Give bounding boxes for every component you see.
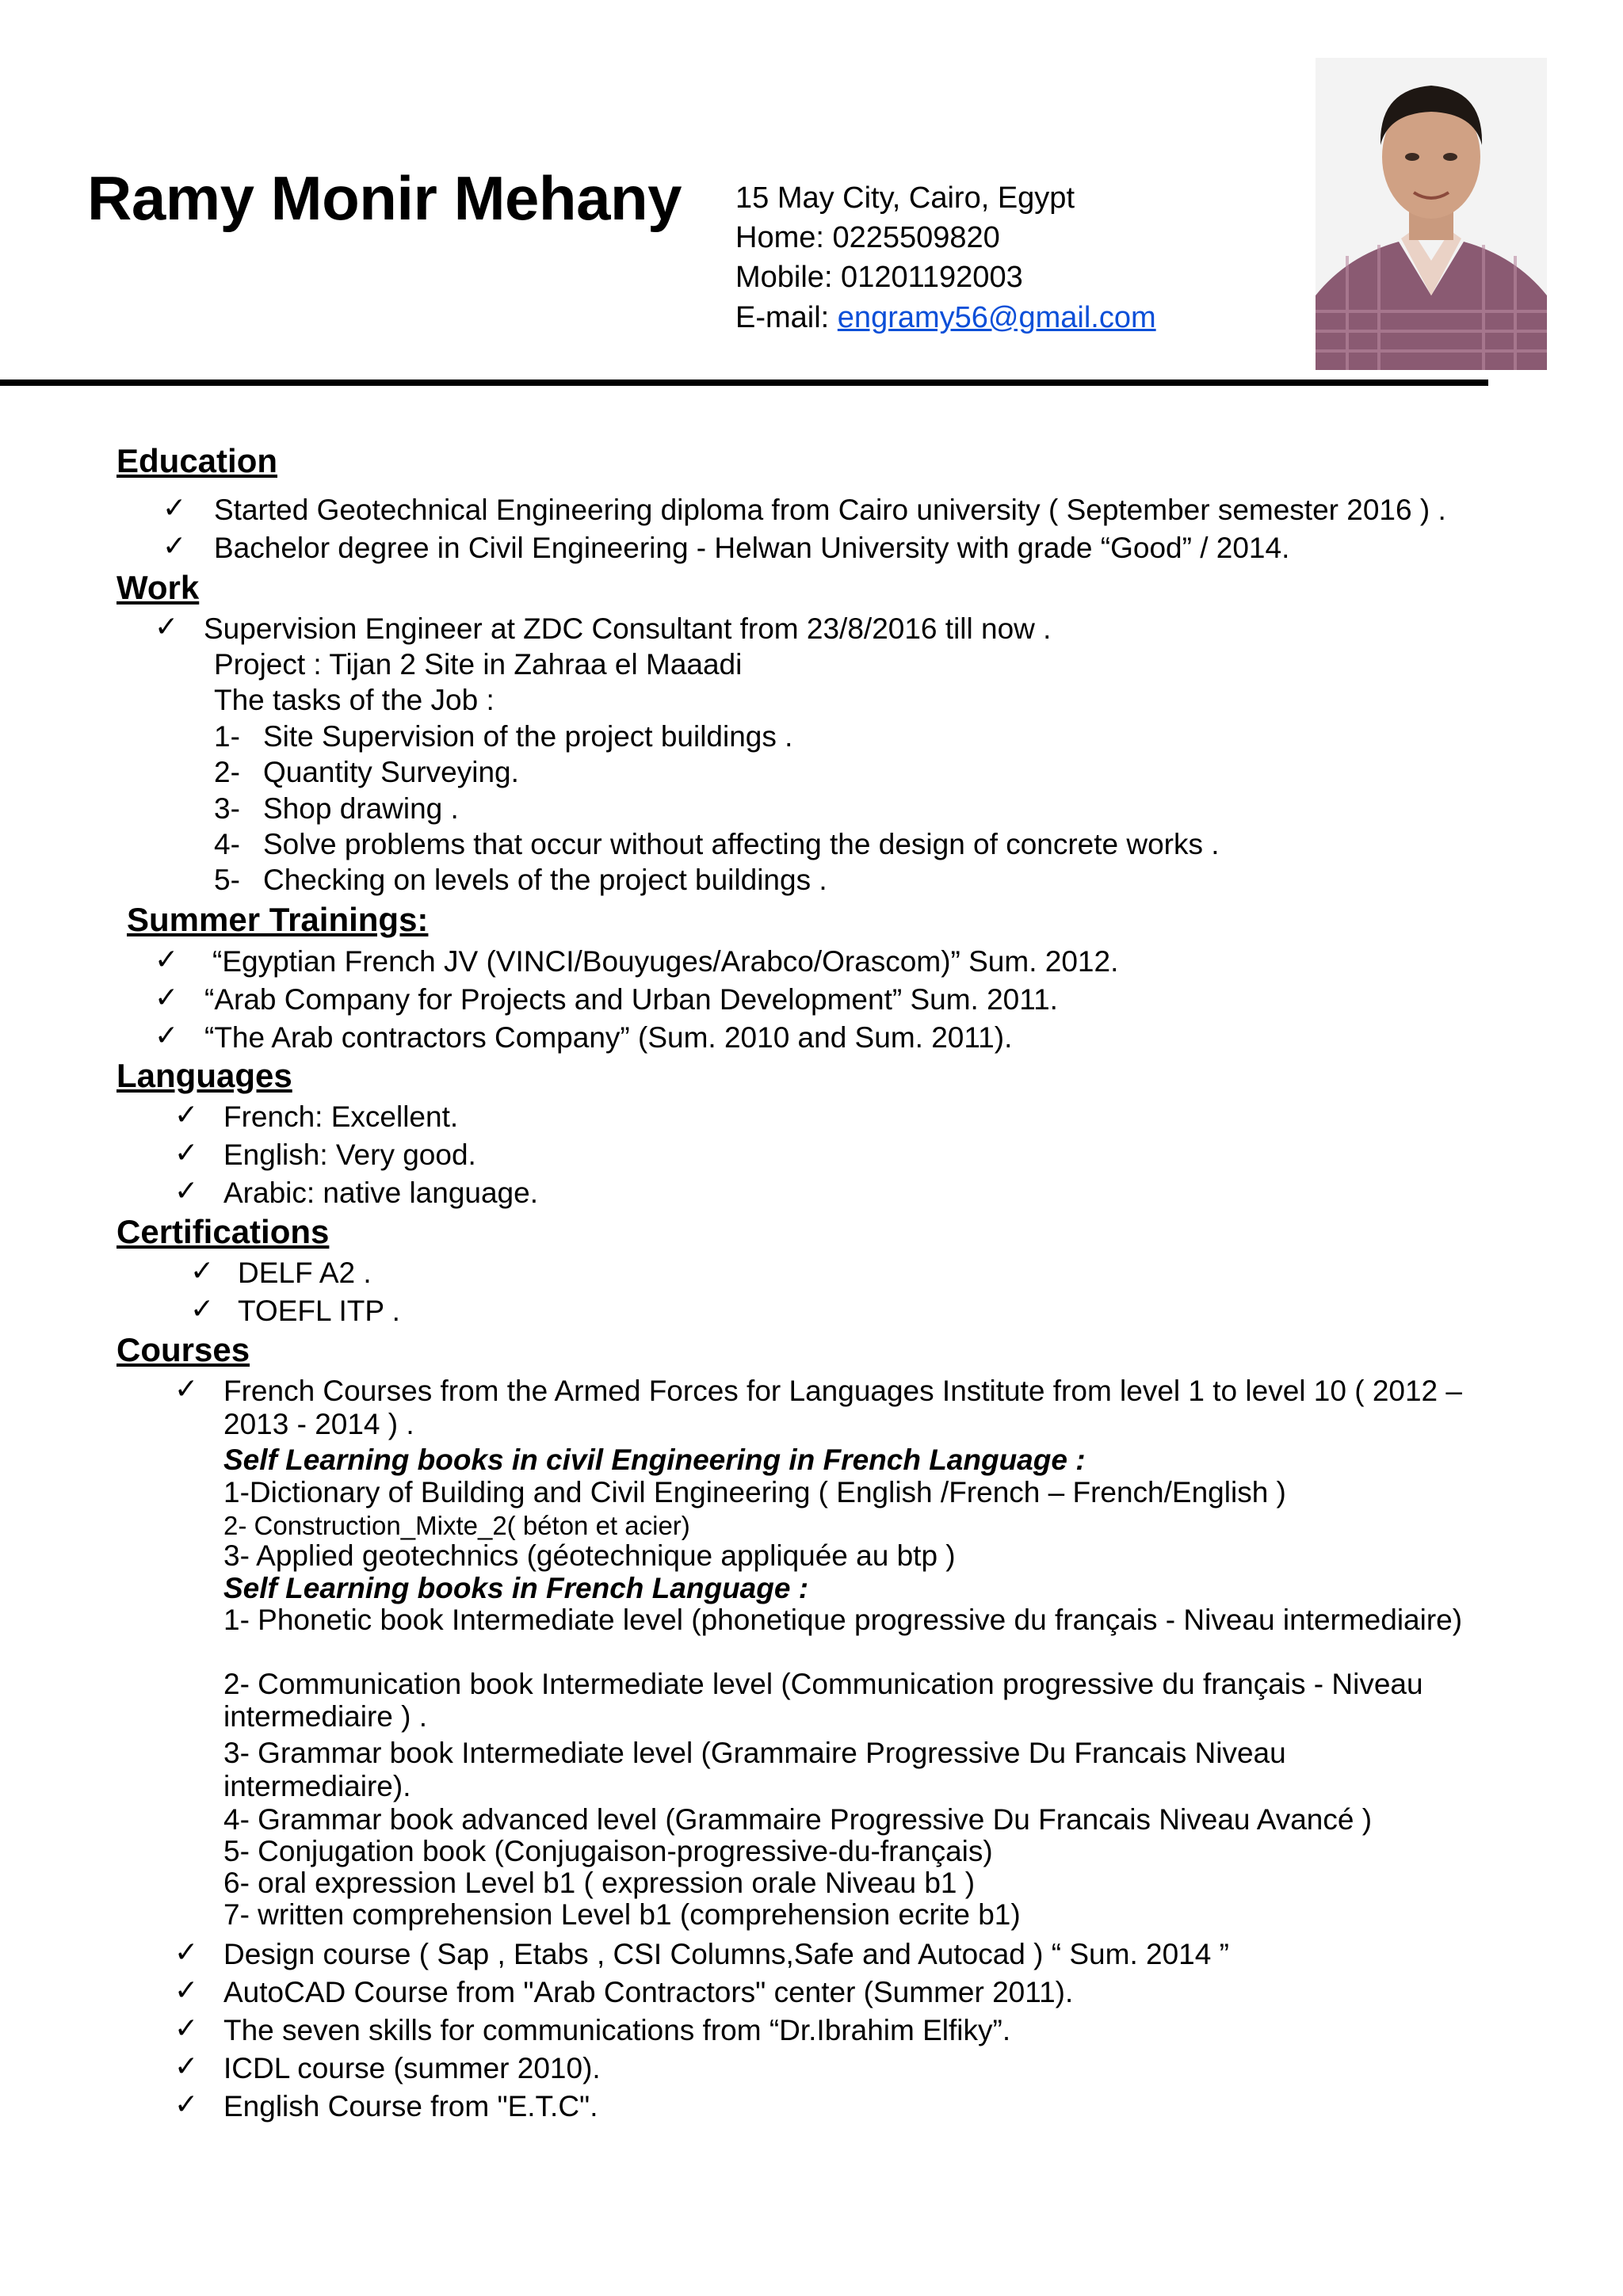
work-tasks-heading: The tasks of the Job : (214, 684, 495, 716)
section-title-languages: Languages (116, 1057, 292, 1094)
course-item: The seven skills for communications from “Dr.Ibrahim Elfiky”. (223, 2014, 1011, 2046)
task-text: Shop drawing . (263, 792, 459, 825)
header-divider (0, 379, 1488, 386)
contact-email-row (735, 298, 1156, 338)
task-text: Quantity Surveying. (263, 756, 519, 788)
check-icon: ✓ (155, 943, 179, 975)
work-item: Supervision Engineer at ZDC Consultant from 23/8/2016 till now . (204, 612, 1052, 645)
check-icon: ✓ (174, 1098, 199, 1131)
check-icon: ✓ (174, 1936, 199, 1968)
civil-book: 3- Applied geotechnics (géotechnique appliquée au btp ) (223, 1539, 956, 1572)
contact-home-phone: Home: 0225509820 (735, 221, 1000, 254)
check-icon: ✓ (174, 2012, 199, 2044)
work-project: Project : Tijan 2 Site in Zahraa el Maaadi (214, 648, 743, 681)
language-item: English: Very good. (223, 1138, 476, 1171)
french-book: 7- written comprehension Level b1 (comprehension ecrite b1) (223, 1898, 1021, 1931)
task-number: 4- (214, 828, 240, 860)
check-icon: ✓ (174, 2088, 199, 2120)
contact-mobile: Mobile: 01201192003 (735, 261, 1023, 294)
education-item: Bachelor degree in Civil Engineering - Helwan University with grade “Good” / 2014. (214, 532, 1290, 564)
self-learning-french-heading: Self Learning books in French Language : (223, 1572, 809, 1604)
french-book: intermediaire ) . (223, 1700, 428, 1733)
task-number: 1- (214, 720, 240, 753)
french-book: 5- Conjugation book (Conjugaison-progressive-du-français) (223, 1835, 993, 1867)
section-title-courses: Courses (116, 1331, 250, 1368)
check-icon: ✓ (174, 2050, 199, 2082)
check-icon: ✓ (174, 1136, 199, 1169)
french-book: 2- Communication book Intermediate level (Communication progressive du français - Niveau (223, 1668, 1423, 1700)
certification-item: TOEFL ITP . (238, 1295, 400, 1327)
course-item: English Course from "E.T.C". (223, 2090, 598, 2122)
section-title-certifications: Certifications (116, 1213, 330, 1250)
course-french-line-1: French Courses from the Armed Forces for Languages Institute from level 1 to level 10 ( 2012 – (223, 1375, 1462, 1407)
french-book: intermediaire). (223, 1770, 411, 1802)
check-icon: ✓ (162, 529, 187, 562)
summer-item: “Egyptian French JV (VINCI/Bouyuges/Arabco/Orascom)” Sum. 2012. (212, 945, 1119, 978)
course-french-line-2: 2013 - 2014 ) . (223, 1408, 414, 1440)
check-icon: ✓ (190, 1292, 215, 1325)
certification-item: DELF A2 . (238, 1257, 372, 1289)
email-label: E-mail: (735, 301, 838, 334)
course-item: ICDL course (summer 2010). (223, 2052, 601, 2084)
self-learning-civil-heading: Self Learning books in civil Engineering in French Language : (223, 1444, 1086, 1476)
check-icon: ✓ (174, 1372, 199, 1405)
task-number: 3- (214, 792, 240, 825)
language-item: French: Excellent. (223, 1100, 459, 1133)
civil-book: 1-Dictionary of Building and Civil Engineering ( English /French – French/English ) (223, 1476, 1286, 1508)
task-text: Solve problems that occur without affecting the design of concrete works . (263, 828, 1220, 860)
check-icon: ✓ (155, 610, 179, 643)
profile-photo (1316, 58, 1547, 370)
civil-book: 2- Construction_Mixte_2( béton et acier) (223, 1511, 690, 1540)
task-text: Checking on levels of the project buildings . (263, 864, 827, 896)
task-text: Site Supervision of the project buildings . (263, 720, 793, 753)
section-title-work: Work (116, 569, 200, 606)
summer-item: “Arab Company for Projects and Urban Development” Sum. 2011. (204, 983, 1058, 1016)
french-book: 4- Grammar book advanced level (Grammaire Progressive Du Francais Niveau Avancé ) (223, 1803, 1373, 1836)
course-item: AutoCAD Course from "Arab Contractors" center (Summer 2011). (223, 1976, 1074, 2008)
section-title-education: Education (116, 442, 278, 479)
education-item: Started Geotechnical Engineering diploma from Cairo university ( September semester 2016 ) . (214, 494, 1446, 526)
check-icon: ✓ (190, 1254, 215, 1287)
french-book: 6- oral expression Level b1 ( expression orale Niveau b1 ) (223, 1867, 976, 1899)
resume-name: Ramy Monir Mehany (87, 163, 682, 233)
check-icon: ✓ (155, 981, 179, 1013)
language-item: Arabic: native language. (223, 1177, 538, 1209)
check-icon: ✓ (155, 1019, 179, 1051)
check-icon: ✓ (174, 1174, 199, 1207)
section-title-summer-trainings: Summer Trainings: (127, 901, 429, 938)
summer-item: “The Arab contractors Company” (Sum. 2010 and Sum. 2011). (204, 1021, 1013, 1054)
french-book: 3- Grammar book Intermediate level (Grammaire Progressive Du Francais Niveau (223, 1737, 1286, 1769)
course-item: Design course ( Sap , Etabs , CSI Columns,Safe and Autocad ) “ Sum. 2014 ” (223, 1938, 1229, 1970)
french-book: 1- Phonetic book Intermediate level (phonetique progressive du français - Niveau intermediaire) (223, 1604, 1463, 1636)
task-number: 2- (214, 756, 240, 788)
check-icon: ✓ (174, 1974, 199, 2006)
email-link[interactable]: engramy56@gmail.com (837, 301, 1156, 334)
task-number: 5- (214, 864, 240, 896)
check-icon: ✓ (162, 491, 187, 524)
contact-address: 15 May City, Cairo, Egypt (735, 181, 1075, 215)
